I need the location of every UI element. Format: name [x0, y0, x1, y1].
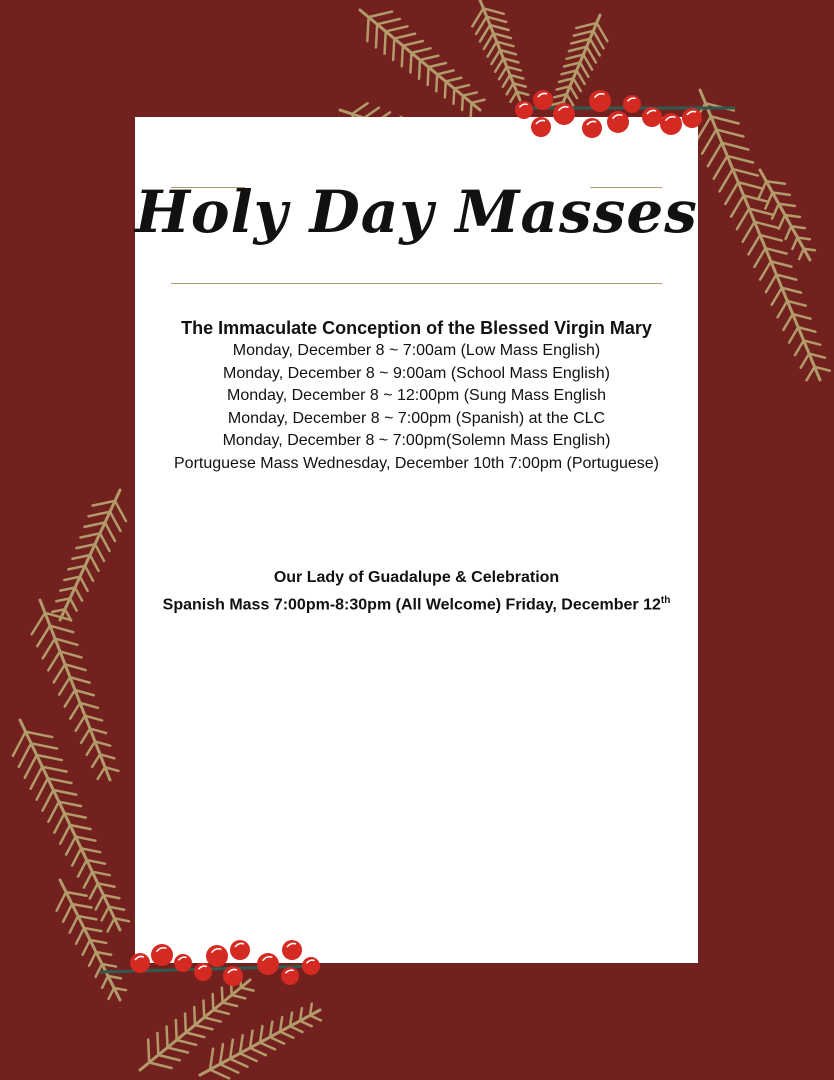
ordinal-suffix: th: [660, 594, 671, 606]
guadalupe-section: [135, 567, 698, 616]
mass-time: Monday, December 8 ~ 12:00pm (Sung Mass English: [226, 387, 606, 404]
immaculate-conception-section: [135, 316, 698, 475]
pine-branch: [472, 0, 528, 102]
page-title: Holy Day Masses: [135, 178, 698, 246]
title-rule-bottom: [171, 283, 662, 284]
mass-time: Monday, December 8 ~ 9:00am (School Mass English): [223, 364, 610, 382]
pine-branch: [691, 90, 830, 380]
mass-time: Monday, December 8 ~ 7:00am (Low Mass English): [232, 342, 601, 359]
section-heading: The Immaculate Conception of the Blessed Virgin Mary: [181, 318, 652, 338]
mass-time: Monday, December 8 ~ 7:00pm (Spanish) at the CLC: [227, 409, 606, 427]
pine-branch: [32, 600, 119, 780]
mass-time: [115, 590, 718, 617]
mass-time-text: Spanish Mass 7:00pm-8:30pm (All Welcome) Friday, December 12: [162, 595, 661, 613]
pine-branch: [552, 15, 608, 112]
pine-branch: [360, 10, 484, 116]
mass-time: Portuguese Mass Wednesday, December 10th 7:00pm (Portuguese): [174, 454, 659, 472]
mass-time: Monday, December 8 ~ 7:00pm(Solemn Mass English): [222, 432, 611, 449]
section-heading: Our Lady of Guadalupe & Celebration: [273, 569, 560, 586]
pine-branch: [759, 170, 815, 260]
pine-branch: [200, 1004, 321, 1079]
